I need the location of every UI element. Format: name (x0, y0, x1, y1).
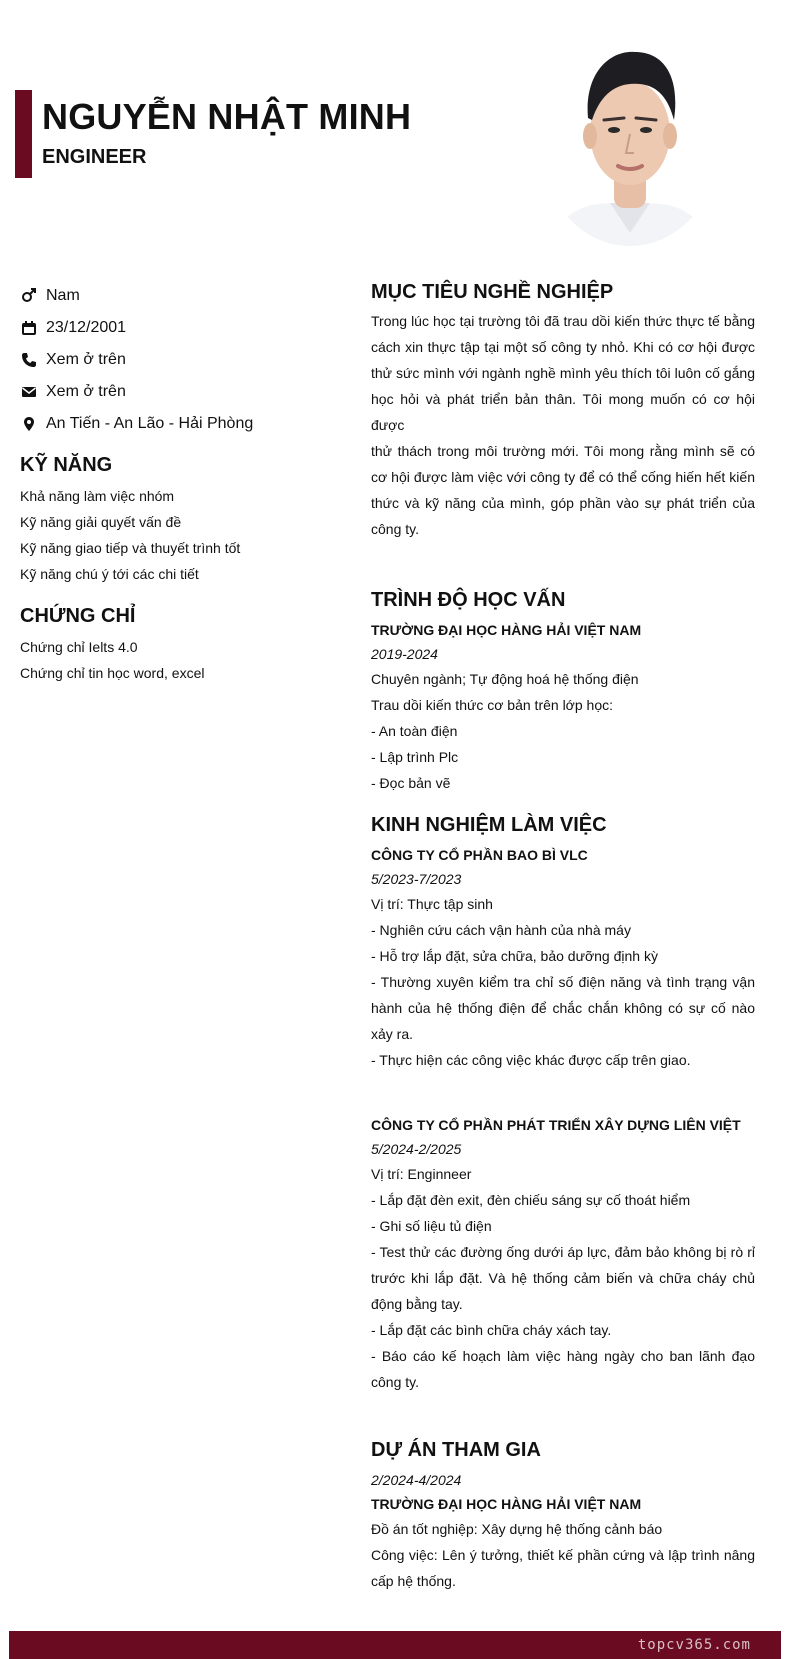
objective-section (371, 281, 755, 542)
job-line: - Thường xuyên kiểm tra chỉ số điện năng và tình trạng vận hành của hệ thống điện để chắc chắn không có sự cố nào xảy ra. (371, 974, 755, 1042)
project-line: Đồ án tốt nghiệp: Xây dựng hệ thống cảnh báo (371, 1521, 663, 1537)
contact-list (20, 280, 340, 440)
job-line: - Test thử các đường ống dưới áp lực, đảm bảo không bị rò rỉ trước khi lắp đặt. Và hệ thống cảm biến và chữa cháy chủ động bằng tay. (371, 1244, 755, 1312)
candidate-title: ENGINEER (42, 146, 147, 168)
certificate-item: Chứng chỉ Ielts 4.0 (20, 639, 138, 655)
skill-item: Kỹ năng giải quyết vấn đề (20, 514, 182, 530)
education-section (371, 589, 755, 796)
skill-item: Kỹ năng giao tiếp và thuyết trình tốt (20, 540, 241, 556)
education-line: - Lập trình Plc (371, 749, 459, 765)
experience-heading: KINH NGHIỆM LÀM VIỆC (371, 814, 607, 836)
certificates-section (20, 605, 340, 686)
job-period: 5/2024-2/2025 (371, 1141, 462, 1157)
objective-paragraph-2: thử thách trong môi trường mới. Tôi mong rằng mình sẽ có cơ hội được làm việc với công ty để có thể cống hiến hết kiến thức và kỹ năng của mình, góp phần vào sự phát triển của công ty. (371, 443, 755, 537)
education-line: Trau dồi kiến thức cơ bản trên lớp học: (371, 697, 613, 713)
candidate-name: NGUYỄN NHẬT MINH (42, 96, 412, 137)
project-org: TRƯỜNG ĐẠI HỌC HÀNG HẢI VIỆT NAM (371, 1496, 642, 1512)
contact-email-text: Xem ở trên (46, 383, 126, 400)
contact-address-text: An Tiến - An Lão - Hải Phòng (46, 415, 254, 432)
job-period: 5/2023-7/2023 (371, 871, 462, 887)
objective-heading: MỤC TIÊU NGHỀ NGHIỆP (371, 281, 614, 303)
contact-birthday (20, 312, 340, 344)
location-icon (20, 415, 38, 433)
skills-section (20, 454, 340, 587)
education-heading: TRÌNH ĐỘ HỌC VẤN (371, 589, 566, 611)
projects-heading: DỰ ÁN THAM GIA (371, 1439, 541, 1461)
experience-section (371, 814, 755, 1395)
objective-paragraph-1: Trong lúc học tại trường tôi đã trau dồi kiến thức thực tế bằng cách xin thực tập tại một số công ty nhỏ. Khi có cơ hội được thử sức mình với ngành nghề mình yêu thích tôi luôn cố gắng học hỏi và phát triển bản thân. Tôi mong muốn có cơ hội được (371, 313, 755, 433)
education-line: - An toàn điện (371, 723, 458, 739)
job-entry (371, 843, 755, 1073)
job-entry (371, 1113, 755, 1395)
job-line: - Lắp đặt các bình chữa cháy xách tay. (371, 1322, 612, 1338)
job-line: Vị trí: Thực tập sinh (371, 896, 493, 912)
job-line: - Thực hiện các công việc khác được cấp trên giao. (371, 1052, 691, 1068)
job-line: - Hỗ trợ lắp đặt, sửa chữa, bảo dưỡng định kỳ (371, 948, 658, 964)
job-company: CÔNG TY CỔ PHẦN PHÁT TRIỂN XÂY DỰNG LIÊN VIỆT (371, 1117, 741, 1133)
contact-gender (20, 280, 340, 312)
skill-item: Khả năng làm việc nhóm (20, 488, 175, 504)
name-accent-bar (15, 90, 32, 178)
job-line: - Ghi số liệu tủ điện (371, 1218, 492, 1234)
email-icon (20, 383, 38, 401)
phone-icon (20, 351, 38, 369)
contact-birthday-text: 23/12/2001 (46, 319, 127, 336)
job-line: - Báo cáo kế hoạch làm việc hàng ngày cho ban lãnh đạo công ty. (371, 1348, 755, 1390)
project-period: 2/2024-4/2024 (371, 1472, 462, 1488)
education-line: - Đọc bản vẽ (371, 775, 451, 791)
job-line: Vị trí: Enginneer (371, 1166, 472, 1182)
certificates-heading: CHỨNG CHỈ (20, 605, 136, 627)
contact-phone (20, 344, 340, 376)
projects-section (371, 1439, 755, 1594)
calendar-icon (20, 319, 38, 337)
education-period: 2019-2024 (371, 646, 438, 662)
education-line: Chuyên ngành; Tự động hoá hệ thống điện (371, 671, 639, 687)
profile-photo (540, 38, 720, 246)
contact-phone-text: Xem ở trên (46, 351, 126, 368)
footer-bar (9, 1631, 781, 1659)
job-company: CÔNG TY CỔ PHẦN BAO BÌ VLC (371, 847, 588, 863)
contact-email (20, 376, 340, 408)
contact-address (20, 408, 340, 440)
education-school: TRƯỜNG ĐẠI HỌC HÀNG HẢI VIỆT NAM (371, 622, 642, 638)
project-line: Công việc: Lên ý tưởng, thiết kế phần cứng và lập trình nâng cấp hệ thống. (371, 1547, 755, 1589)
skills-heading: KỸ NĂNG (20, 454, 113, 476)
watermark-text: topcv365.com (637, 1637, 751, 1653)
gender-icon (20, 287, 38, 305)
certificate-item: Chứng chỉ tin học word, excel (20, 665, 205, 681)
contact-gender-text: Nam (46, 287, 80, 304)
job-line: - Nghiên cứu cách vận hành của nhà máy (371, 922, 631, 938)
skill-item: Kỹ năng chú ý tới các chi tiết (20, 566, 199, 582)
job-line: - Lắp đặt đèn exit, đèn chiếu sáng sự cố thoát hiểm (371, 1192, 691, 1208)
